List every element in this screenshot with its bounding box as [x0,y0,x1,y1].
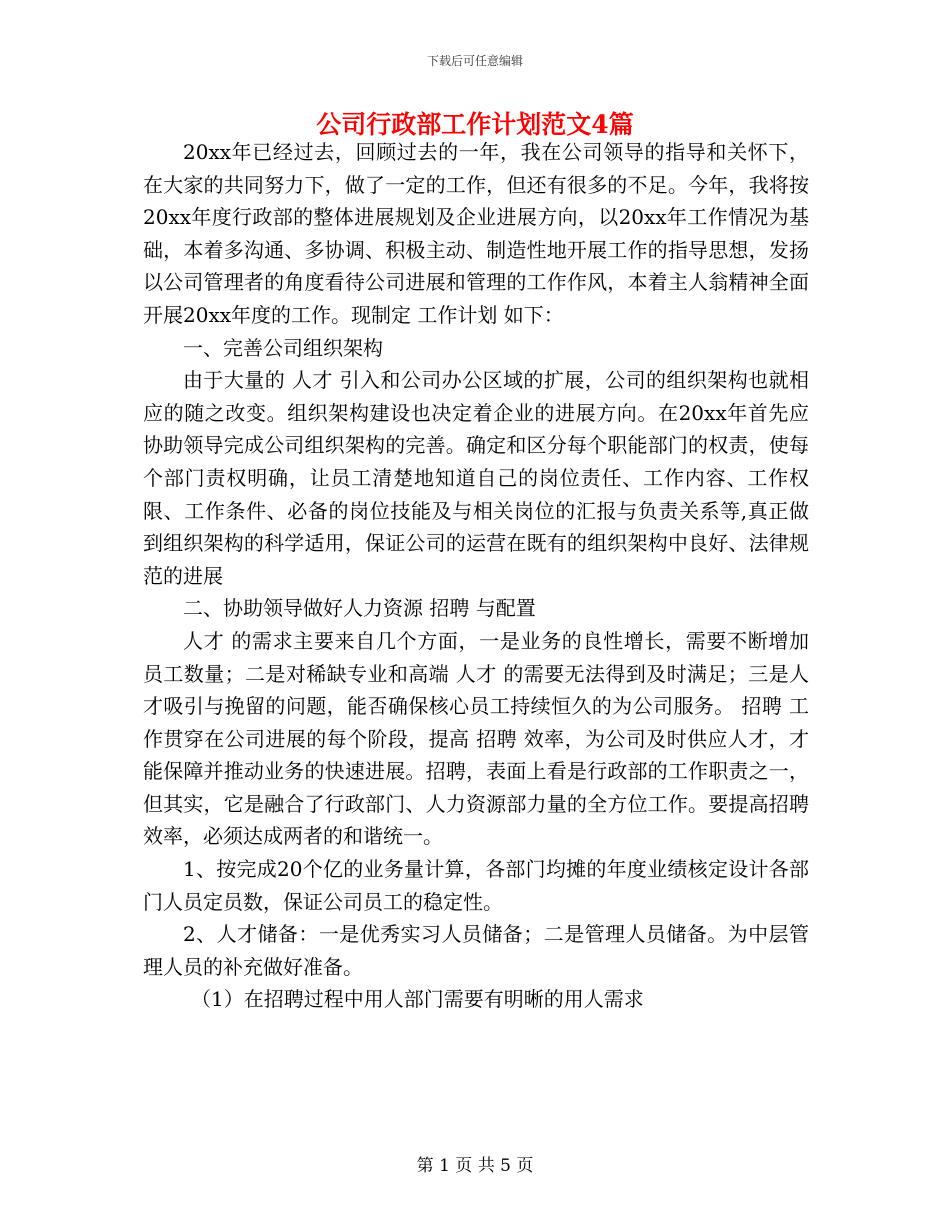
document-body [143,136,809,1016]
page-header-note: 下载后可任意编辑 [426,54,523,68]
document-title: 公司行政部工作计划范文4篇 [316,110,634,139]
section-heading-1: 一、完善公司组织架构 [183,335,383,360]
sub-item-1: （1）在招聘过程中用人部门需要有明晰的用人需求 [191,987,644,1012]
section-heading-2: 二、协助领导做好人力资源 招聘 与配置 [183,596,536,621]
page-number: 第 1 页 共 5 页 [416,1156,534,1176]
list-item-2: 2、人才储备：一是优秀实习人员储备；二是管理人员储备。为中层管理人员的补充做好准备。 [143,922,809,979]
paragraph-org-structure: 由于大量的 人才 引入和公司办公区域的扩展，公司的组织架构也就相应的随之改变。组织架构建设也决定着企业的进展方向。在20xx年首先应协助领导完成公司组织架构的完善。确定和区分每个职能部门的权责，使每个部门责权明确，让员工清楚地知道自己的岗位责任、工作内容、工作权限、工作条件、必备的岗位技能及与相关岗位的汇报与负责关系等,真正做到组织架构的科学适用，保证公司的运营在既有的组织架构中良好、法律规范的进展 [143,368,809,588]
paragraph-intro: 20xx年已经过去，回顾过去的一年，我在公司领导的指导和关怀下，在大家的共同努力下，做了一定的工作，但还有很多的不足。今年，我将按20xx年度行政部的整体进展规划及企业进展方向，以20xx年工作情况为基础，本着多沟通、多协调、积极主动、制造性地开展工作的指导思想，发扬以公司管理者的角度看待公司进展和管理的工作作风，本着主人翁精神全面开展20xx年度的工作。现制定 工作计划 如下： [143,140,809,327]
list-item-1: 1、按完成20个亿的业务量计算，各部门均摊的年度业绩核定设计各部门人员定员数，保证公司员工的稳定性。 [143,857,809,914]
paragraph-recruitment: 人才 的需求主要来自几个方面，一是业务的良性增长，需要不断增加员工数量；二是对稀缺专业和高端 人才 的需要无法得到及时满足；三是人才吸引与挽留的问题，能否确保核心员工持续恒久的为公司服务。 招聘 工作贯穿在公司进展的每个阶段，提高 招聘 效率，为公司及时供应人才，才能保障并推动业务的快速进展。招聘，表面上看是行政部的工作职责之一，但其实，它是融合了行政部门、人力资源部力量的全方位工作。要提高招聘效率，必须达成两者的和谐统一。 [143,628,809,849]
